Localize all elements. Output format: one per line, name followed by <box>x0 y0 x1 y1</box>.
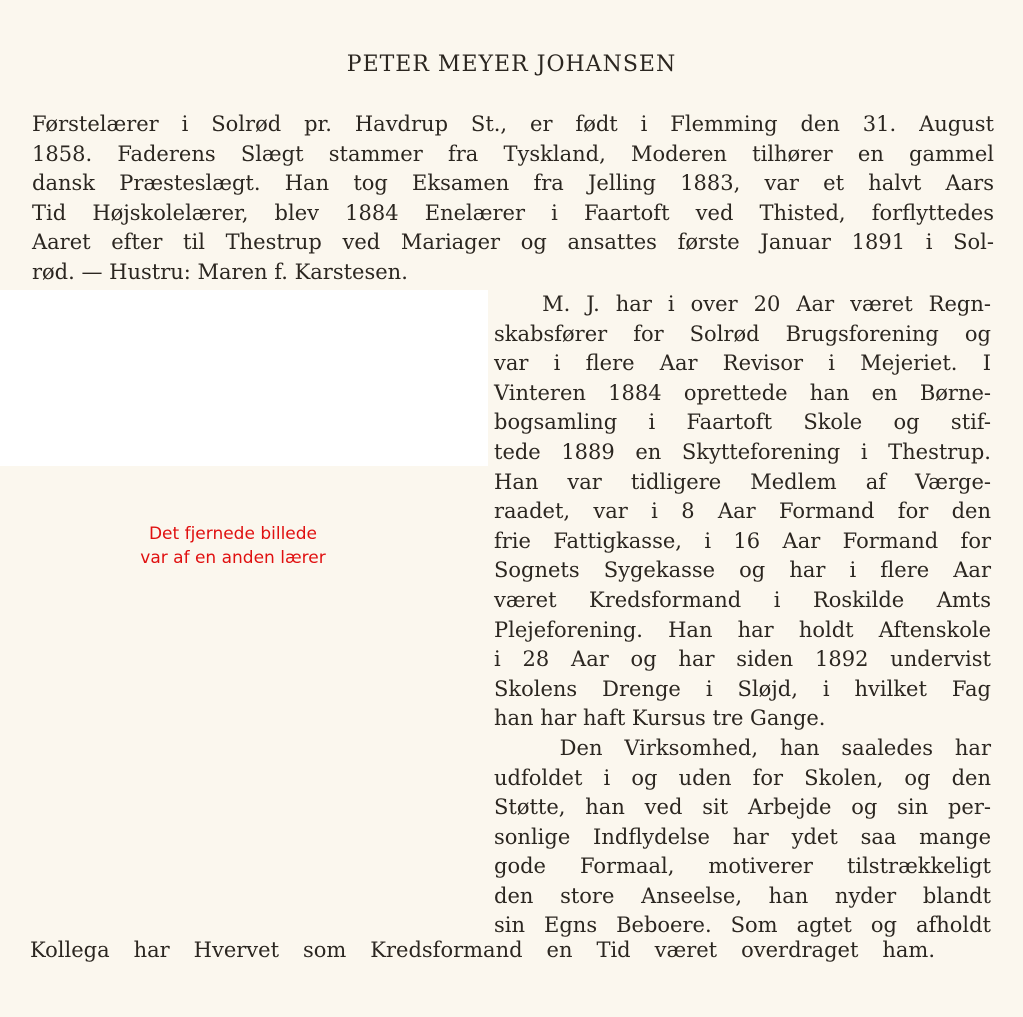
text-line: udfoldet i og uden for Skolen, og den <box>494 765 991 790</box>
text-line: Plejeforening. Han har holdt Aftenskole <box>494 617 991 642</box>
final-line: Kollega har Hvervet som Kredsformand en Tid været overdraget ham. <box>30 938 935 962</box>
text-line: Støtte, han ved sit Arbejde og sin per- <box>494 795 991 820</box>
page-title: PETER MEYER JOHANSEN <box>346 52 677 77</box>
text-line: den store Anseelse, han nyder blandt <box>494 883 991 908</box>
text-line: Skolens Drenge i Sløjd, i hvilket Fag <box>494 676 991 701</box>
text-line: dansk Præsteslægt. Han tog Eksamen fra Jelling 1883, var et halvt Aars <box>32 171 994 195</box>
intro-paragraph <box>32 110 994 287</box>
text-line: han har haft Kursus tre Gange. <box>494 706 826 731</box>
text-line: Førstelærer i Solrød pr. Havdrup St., er født i Flemming den 31. August <box>32 112 994 136</box>
text-line: Tid Højskolelærer, blev 1884 Enelærer i Faartoft ved Thisted, forflyttedes <box>32 200 994 225</box>
text-line: M. J. har i over 20 Aar været Regn- <box>494 292 991 316</box>
text-line: i 28 Aar og har siden 1892 undervist <box>494 647 991 672</box>
text-line: var i flere Aar Revisor i Mejeriet. I <box>494 351 991 376</box>
text-line: raadet, var i 8 Aar Formand for den <box>494 499 991 524</box>
text-line: bogsamling i Faartoft Skole og stif- <box>494 410 991 435</box>
text-line: Vinteren 1884 oprettede han en Børne- <box>494 380 991 405</box>
text-line: været Kredsformand i Roskilde Amts <box>494 587 991 612</box>
text-line: Aaret efter til Thestrup ved Mariager og ansattes første Januar 1891 i Sol- <box>32 230 994 254</box>
text-line: Han var tidligere Medlem af Værge- <box>494 469 991 494</box>
text-line: skabsfører for Solrød Brugsforening og <box>494 321 991 346</box>
text-line: Sognets Sygekasse og har i flere Aar <box>494 558 991 583</box>
note-line: var af en anden lærer <box>140 548 326 568</box>
removed-image-note <box>118 522 348 570</box>
text-line: Den Virksomhed, han saaledes har <box>494 735 991 760</box>
removed-photo-area <box>0 290 488 466</box>
text-line: rød. — Hustru: Maren f. Karstesen. <box>32 259 408 284</box>
right-column-text <box>494 290 991 941</box>
note-line: Det fjernede billede <box>148 524 318 544</box>
text-line: frie Fattigkasse, i 16 Aar Formand for <box>494 528 991 553</box>
text-line: sin Egns Beboere. Som agtet og afholdt <box>494 913 991 938</box>
text-line: tede 1889 en Skytteforening i Thestrup. <box>494 439 991 464</box>
text-line: gode Formaal, motiverer tilstrækkeligt <box>494 854 991 879</box>
text-line: sonlige Indflydelse har ydet saa mange <box>494 824 991 849</box>
text-line: 1858. Faderens Slægt stammer fra Tyskland, Moderen tilhører en gammel <box>32 141 994 166</box>
